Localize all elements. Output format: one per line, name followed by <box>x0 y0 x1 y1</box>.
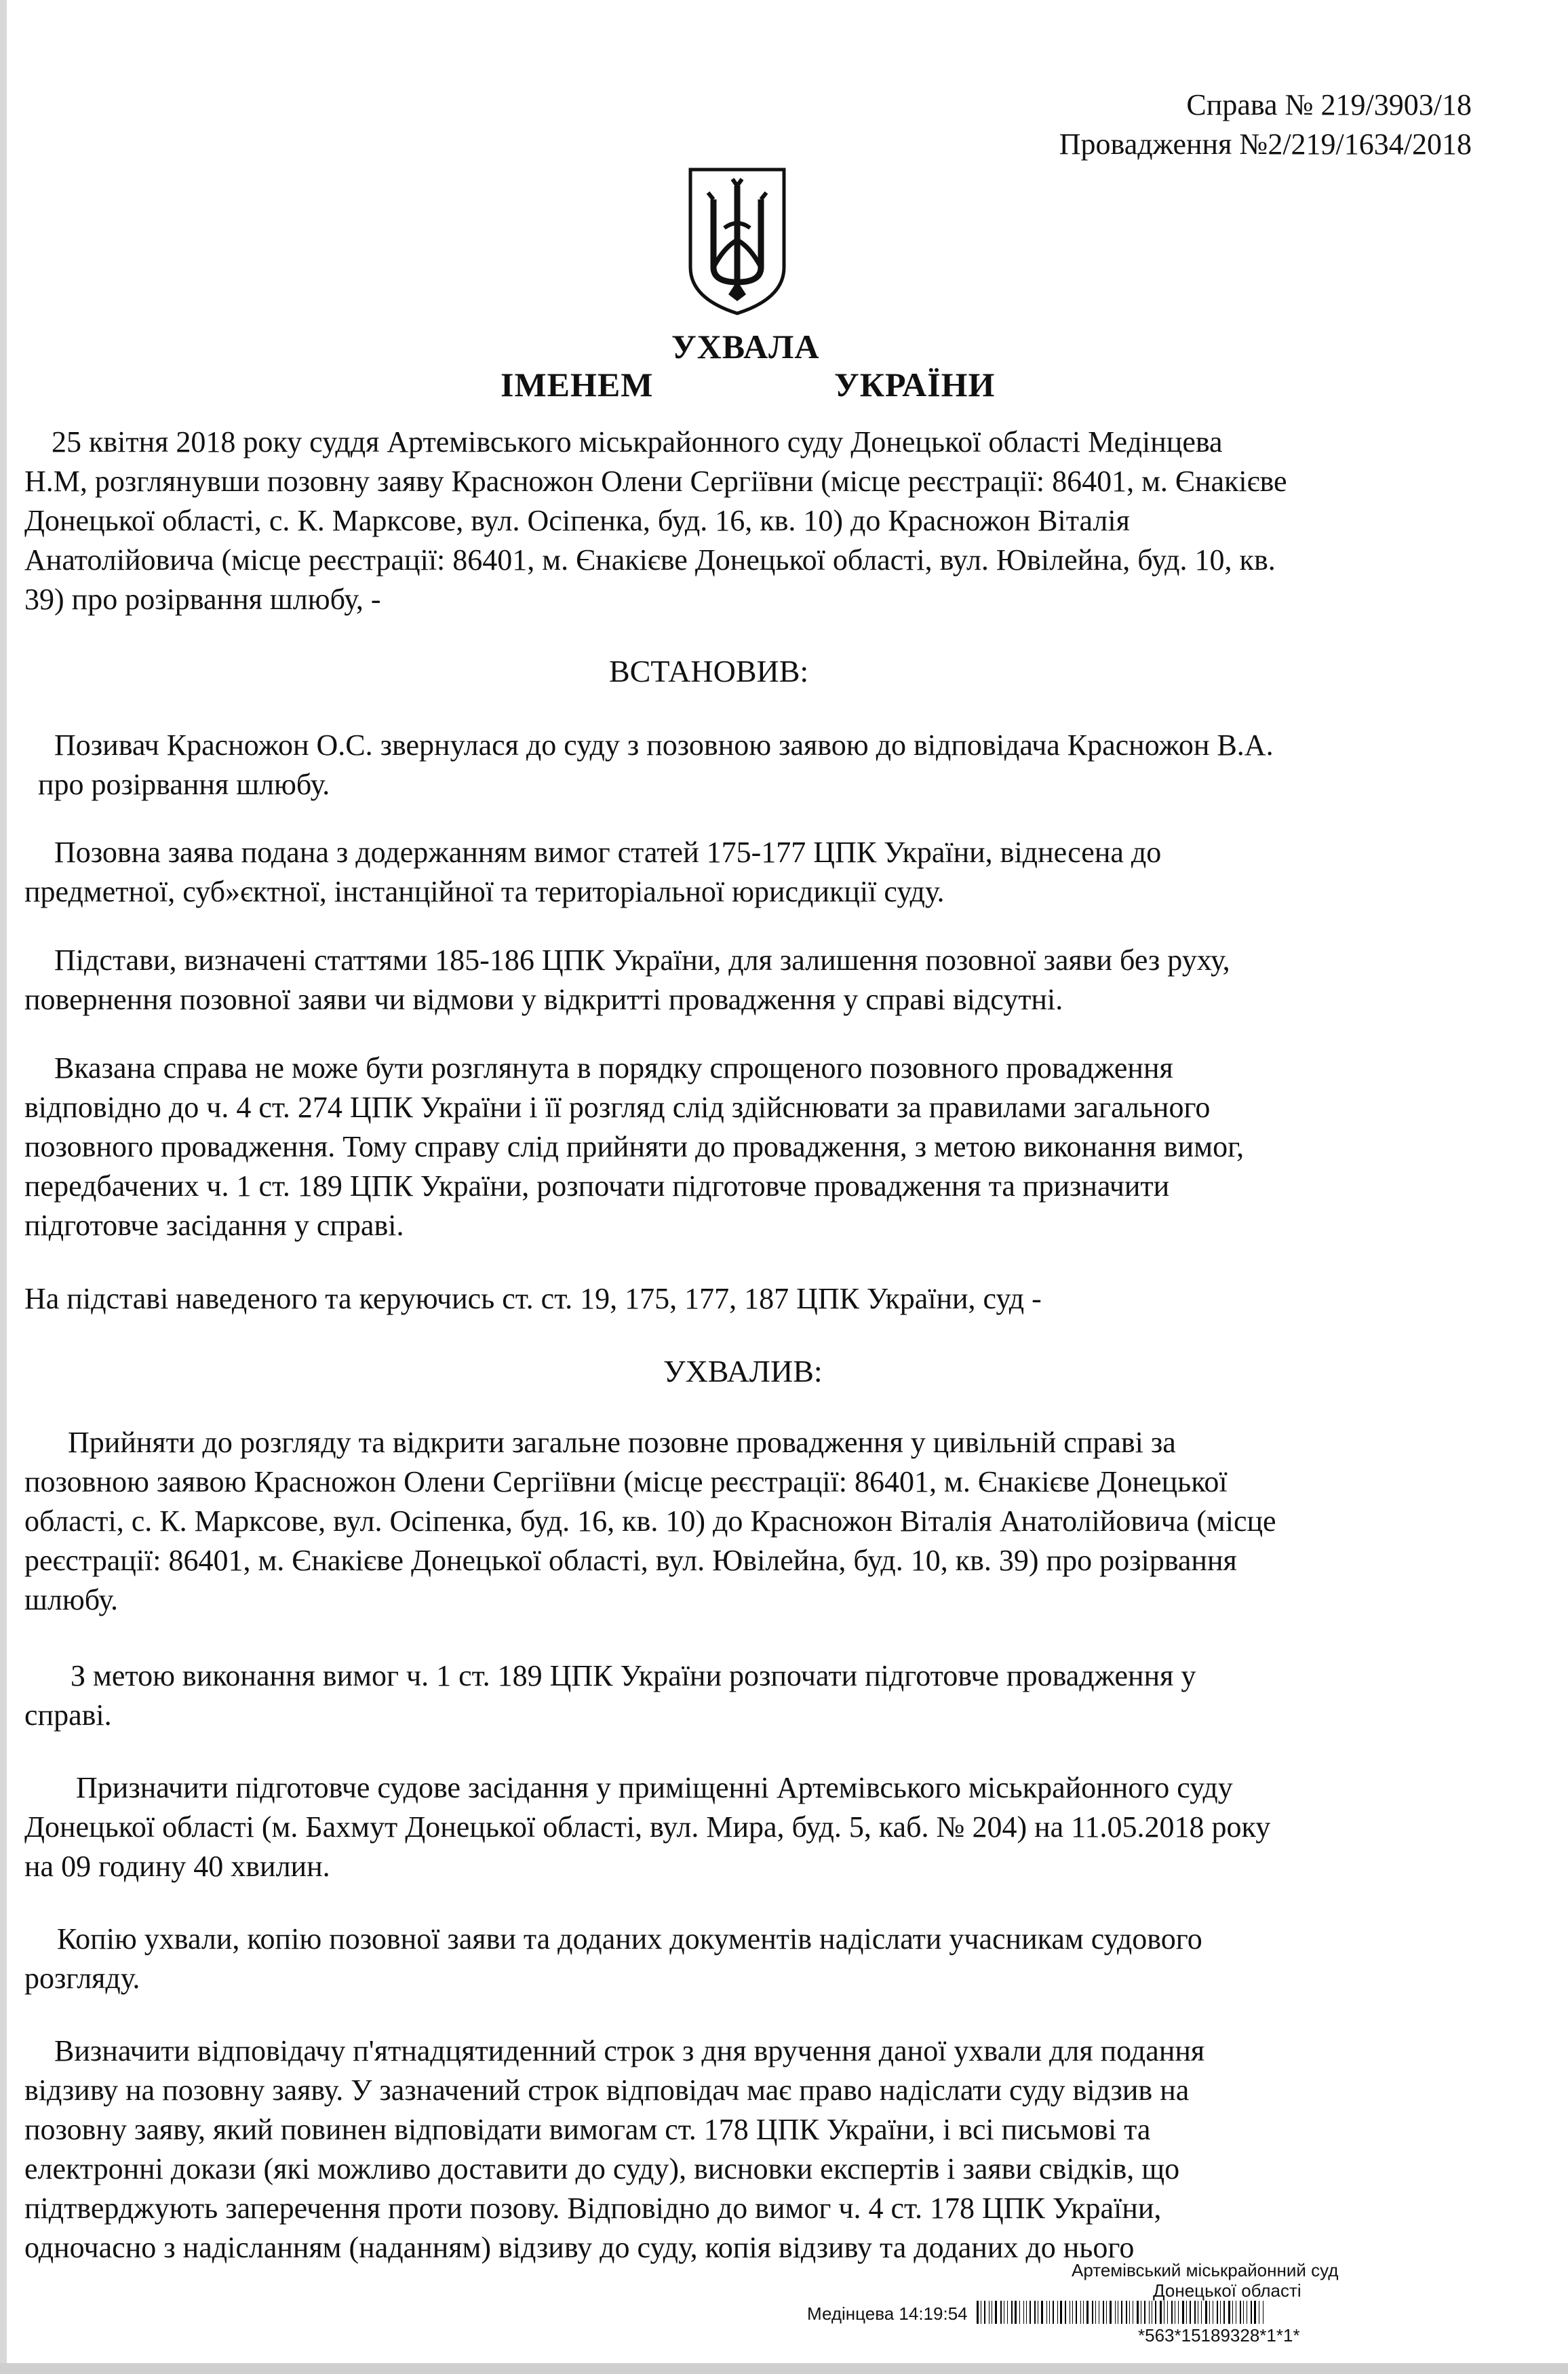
paragraph-line: реєстрації: 86401, м. Єнакієве Донецької області, вул. Ювілейна, буд. 10, кв. 39) про розірвання <box>24 1544 1237 1577</box>
barcode-bar <box>1011 2301 1013 2324</box>
paragraph-line: підготовче засідання у справі. <box>24 1209 404 1242</box>
paragraph-line: Донецької області (м. Бахмут Донецької області, вул. Мира, буд. 5, каб. № 204) на 11.05.2018 року <box>24 1810 1271 1844</box>
barcode-bar <box>1060 2301 1062 2324</box>
barcode-bar <box>1034 2301 1036 2324</box>
intro-line: Донецької області, с. К. Марксове, вул. Осіпенка, буд. 16, кв. 10) до Красножон Віталія <box>24 504 1130 537</box>
barcode-bar <box>1182 2301 1184 2324</box>
paragraph-line: області, с. К. Марксове, вул. Осіпенка, буд. 16, кв. 10) до Красножон Віталія Анатолійовича (місце <box>24 1504 1276 1538</box>
barcode-bar <box>1178 2301 1179 2324</box>
barcode-bar <box>1023 2301 1024 2324</box>
barcode-bar <box>995 2301 997 2324</box>
barcode-bar <box>1186 2301 1187 2324</box>
barcode-bar <box>1144 2301 1145 2324</box>
barcode-bar <box>1220 2301 1221 2324</box>
barcode-bar <box>1243 2301 1244 2324</box>
barcode-number: *563*15189328*1*1* <box>1138 2325 1300 2346</box>
barcode-bar <box>1041 2301 1043 2324</box>
barcode-bar <box>977 2301 979 2324</box>
barcode-bar <box>1026 2301 1027 2324</box>
document-title: УХВАЛА <box>671 328 820 366</box>
scan-edge-bottom <box>0 2363 1568 2374</box>
paragraph-line: позовного провадження. Тому справу слід прийняти до провадження, з метою виконання вимог, <box>24 1130 1244 1163</box>
barcode-bar <box>1194 2301 1196 2324</box>
barcode-bar <box>1190 2301 1191 2324</box>
paragraph-line: відповідно до ч. 4 ст. 274 ЦПК України і її розгляд слід здійснювати за правилами загального <box>24 1091 1211 1124</box>
paragraph-line: Позовна заява подана з додержанням вимог статей 175-177 ЦПК України, віднесена до <box>54 836 1162 869</box>
barcode-bar <box>1000 2301 1002 2324</box>
paragraph-line: Визначити відповідачу п'ятнадцятиденний строк з дня вручення даної ухвали для подання <box>54 2034 1205 2067</box>
barcode-bar <box>1228 2301 1230 2324</box>
paragraph-line: Підстави, визначені статтями 185-186 ЦПК України, для залишення позовної заяви без руху, <box>54 943 1230 977</box>
paragraph-line: Позивач Красножон О.С. звернулася до суду з позовною заявою до відповідача Красножон В.А. <box>54 728 1274 762</box>
paragraph-line: Прийняти до розгляду та відкрити загальне позовне провадження у цивільній справі за <box>68 1426 1176 1459</box>
established-heading: ВСТАНОВИВ: <box>609 654 809 688</box>
barcode-bar <box>1254 2301 1256 2324</box>
barcode-bar <box>1080 2301 1081 2324</box>
paragraph-line: позовну заяву, який повинен відповідати вимогам ст. 178 ЦПК України, і всі письмові та <box>24 2113 1151 2146</box>
paragraph-line: З метою виконання вимог ч. 1 ст. 189 ЦПК України розпочати підготовче провадження у <box>71 1659 1196 1692</box>
paragraph-line: Копію ухвали, копію позовної заяви та доданих документів надіслати учасникам судового <box>57 1922 1202 1955</box>
case-number: Справа № 219/3903/18 <box>1186 88 1472 121</box>
barcode-bar <box>1095 2301 1096 2324</box>
barcode-bar <box>1007 2301 1008 2324</box>
barcode-bar <box>1149 2301 1150 2324</box>
barcode-bar <box>1030 2301 1031 2324</box>
paragraph-line: шлюбу. <box>24 1583 119 1616</box>
barcode-bar <box>1155 2301 1156 2324</box>
title-ukraine: УКРАЇНИ <box>834 366 996 404</box>
barcode-bar <box>1072 2301 1073 2324</box>
barcode <box>977 2301 1478 2324</box>
barcode-bar <box>1115 2301 1116 2324</box>
barcode-bar <box>1137 2301 1139 2324</box>
paragraph-line: повернення позовної заяви чи відмови у відкритті провадження у справі відсутні. <box>24 983 1063 1016</box>
paragraph-line: позовною заявою Красножон Олени Сергіївни (місце реєстрації: 86401, м. Єнакієве Донецької <box>24 1465 1228 1498</box>
barcode-bar <box>1129 2301 1130 2324</box>
barcode-bar <box>1223 2301 1225 2324</box>
barcode-bar <box>1053 2301 1054 2324</box>
barcode-bar <box>1049 2301 1050 2324</box>
barcode-bar <box>1076 2301 1077 2324</box>
barcode-bar <box>1209 2301 1210 2324</box>
paragraph-line: Призначити підготовче судове засідання у приміщенні Артемівського міськрайонного суду <box>76 1771 1233 1804</box>
paragraph-line: передбачених ч. 1 ст. 189 ЦПК України, розпочати підготовче провадження та призначити <box>24 1169 1170 1203</box>
scan-edge-left <box>0 0 7 2374</box>
paragraph-line: справі. <box>24 1698 112 1732</box>
intro-line: Н.М, розглянувши позовну заяву Красножон Олени Сергіївни (місце реєстрації: 86401, м. Єнакієве <box>24 465 1287 498</box>
intro-line: 39) про розірвання шлюбу, - <box>24 583 381 616</box>
barcode-bar <box>1015 2301 1017 2324</box>
intro-line: 25 квітня 2018 року суддя Артемівського міськрайонного суду Донецької області Медінцева <box>52 425 1223 459</box>
barcode-bar <box>1240 2301 1241 2324</box>
barcode-bar <box>1083 2301 1084 2324</box>
barcode-bar <box>1205 2301 1207 2324</box>
barcode-bar <box>1110 2301 1112 2324</box>
barcode-bar <box>984 2301 985 2324</box>
barcode-bar <box>1121 2301 1122 2324</box>
paragraph-line: про розірвання шлюбу. <box>38 768 330 801</box>
proceeding-number: Провадження №2/219/1634/2018 <box>1059 128 1472 161</box>
barcode-bar <box>1167 2301 1168 2324</box>
footer-signature-time: Медінцева 14:19:54 <box>807 2303 968 2324</box>
footer-court-name: Артемівський міськрайонний суд <box>1072 2260 1339 2280</box>
paragraph-line: електронні докази (які можливо доставити до суду), висновки експертів і заяви свідків, що <box>24 2152 1180 2185</box>
barcode-bar <box>1126 2301 1127 2324</box>
barcode-bar <box>1251 2301 1252 2324</box>
barcode-bar <box>1019 2301 1020 2324</box>
barcode-bar <box>1046 2301 1047 2324</box>
paragraph-line: На підставі наведеного та керуючись ст. ст. 19, 175, 177, 187 ЦПК України, суд - <box>24 1282 1042 1315</box>
barcode-bar <box>1065 2301 1066 2324</box>
barcode-bar <box>1217 2301 1218 2324</box>
intro-line: Анатолійовича (місце реєстрації: 86401, м. Єнакієве Донецької області, вул. Ювілейна, буд. 10, кв. <box>24 543 1276 577</box>
paragraph-line: підтверджують заперечення проти позову. Відповідно до вимог ч. 4 ст. 178 ЦПК України, <box>24 2192 1162 2225</box>
footer-court-region: Донецької області <box>1153 2280 1301 2301</box>
barcode-bar <box>1086 2301 1089 2324</box>
barcode-bar <box>1171 2301 1173 2324</box>
barcode-bar <box>1103 2301 1104 2324</box>
paragraph-line: одночасно з надісланням (наданням) відзиву до суду, копія відзиву та доданих до нього <box>24 2231 1135 2264</box>
barcode-bar <box>1201 2301 1202 2324</box>
barcode-bar <box>1232 2301 1233 2324</box>
title-in-name: ІМЕНЕМ <box>501 366 654 404</box>
barcode-bar <box>1160 2301 1162 2324</box>
paragraph-line: розгляду. <box>24 1962 140 1995</box>
ruled-heading: УХВАЛИВ: <box>663 1354 823 1388</box>
barcode-bar <box>1057 2301 1058 2324</box>
barcode-bar <box>1106 2301 1107 2324</box>
paragraph-line: предметної, суб»єктної, інстанційної та територіальної юрисдикції суду. <box>24 875 945 908</box>
paragraph-line: відзиву на позовну заяву. У зазначений строк відповідач має право надіслати суду відзив на <box>24 2074 1190 2107</box>
trident-emblem-icon <box>686 166 788 317</box>
barcode-bar <box>1092 2301 1093 2324</box>
paragraph-line: Вказана справа не може бути розглянута в порядку спрощеного позовного провадження <box>54 1051 1173 1085</box>
paragraph-line: на 09 годину 40 хвилин. <box>24 1850 330 1883</box>
